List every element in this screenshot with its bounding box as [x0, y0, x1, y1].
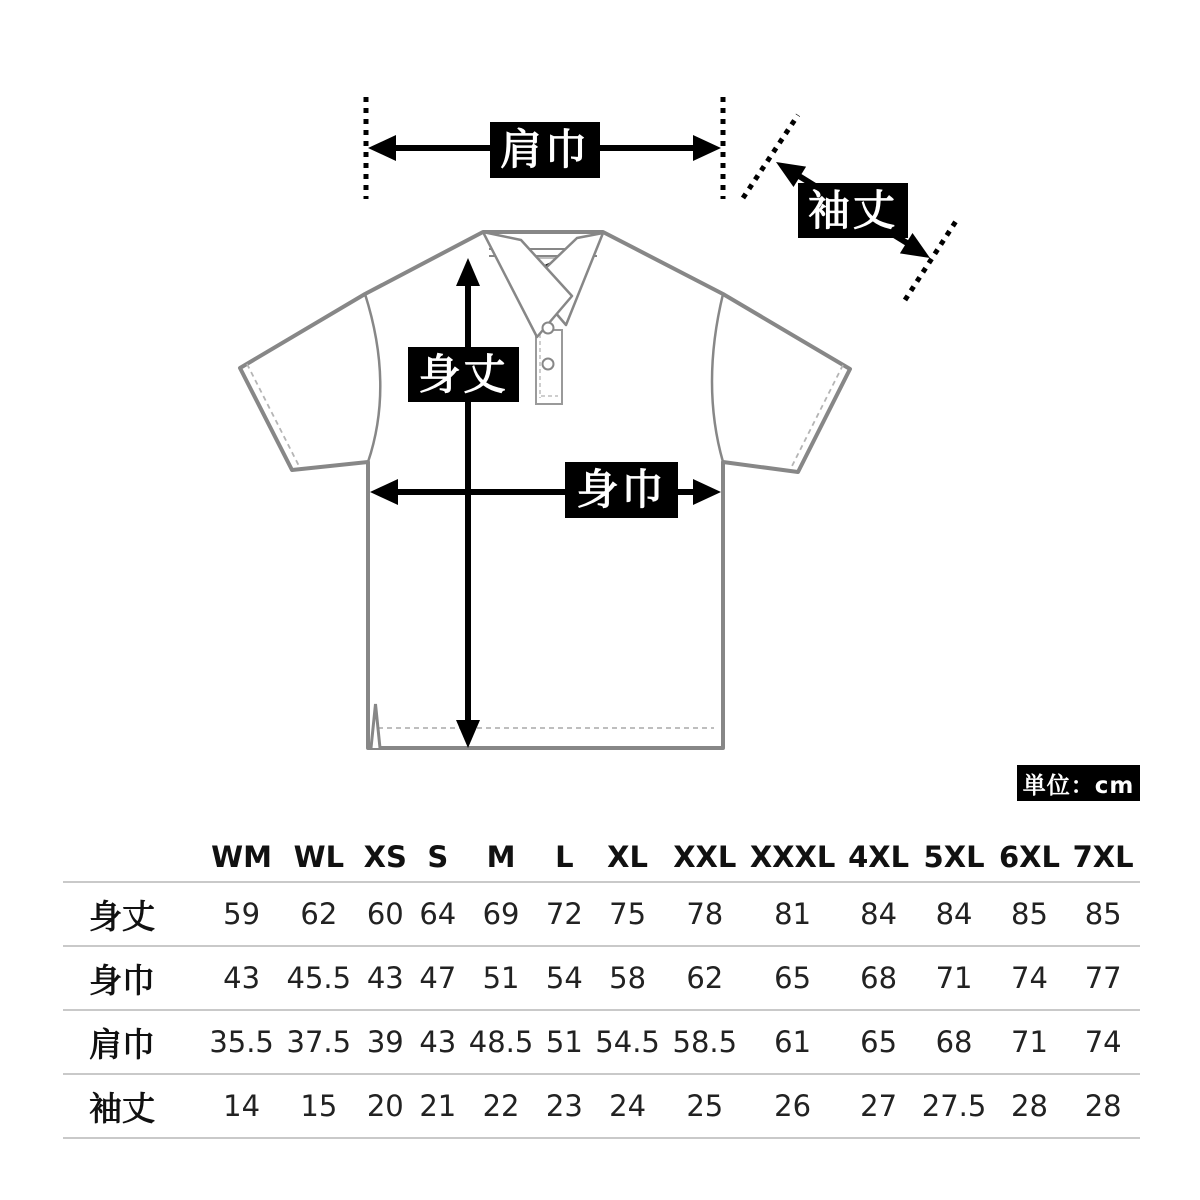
measurement-cell: 62: [666, 946, 743, 1010]
table-row-body-width: [63, 946, 1140, 1010]
measurement-cell: 59: [203, 882, 280, 946]
measurement-cell: 81: [743, 882, 841, 946]
row-label-cell: 袖丈: [63, 1074, 203, 1138]
measurement-cell: 65: [842, 1010, 916, 1074]
size-header-cell: WL: [280, 833, 357, 882]
measurement-cell: 65: [743, 946, 841, 1010]
measurement-cell: 72: [540, 882, 589, 946]
measurement-cell: 43: [203, 946, 280, 1010]
measurement-cell: 74: [993, 946, 1067, 1010]
shoulder-width-arrowhead-left: [368, 135, 396, 161]
size-header-cell: M: [462, 833, 539, 882]
measurement-cell: 26: [743, 1074, 841, 1138]
measurement-cell: 37.5: [280, 1010, 357, 1074]
sleeve-length-dotted-line-upper: [743, 115, 798, 198]
measurement-cell: 45.5: [280, 946, 357, 1010]
size-header-cell: 5XL: [915, 833, 992, 882]
measurement-cell: 64: [413, 882, 462, 946]
measurement-cell: 71: [915, 946, 992, 1010]
measurement-cell: 20: [357, 1074, 413, 1138]
size-header-cell: XXXL: [743, 833, 841, 882]
row-label-cell: 身巾: [63, 946, 203, 1010]
row-label-cell: 肩巾: [63, 1010, 203, 1074]
measurement-cell: 35.5: [203, 1010, 280, 1074]
size-header-cell: XL: [589, 833, 666, 882]
measurement-cell: 58: [589, 946, 666, 1010]
measurement-cell: 78: [666, 882, 743, 946]
size-header-cell: L: [540, 833, 589, 882]
table-row-body-length: [63, 882, 1140, 946]
measurement-cell: 74: [1066, 1010, 1140, 1074]
measurement-cell: 27.5: [915, 1074, 992, 1138]
measurement-cell: 43: [357, 946, 413, 1010]
measurement-cell: 54.5: [589, 1010, 666, 1074]
measurement-cell: 85: [1066, 882, 1140, 946]
measurement-cell: 77: [1066, 946, 1140, 1010]
sleeve-length-label: 袖丈: [798, 183, 908, 238]
measurement-cell: 25: [666, 1074, 743, 1138]
size-header-cell: XS: [357, 833, 413, 882]
measurement-cell: 15: [280, 1074, 357, 1138]
measurement-cell: 58.5: [666, 1010, 743, 1074]
size-chart-table: [63, 833, 1140, 1139]
measurement-cell: 28: [993, 1074, 1067, 1138]
size-header-cell: XXL: [666, 833, 743, 882]
measurement-cell: 54: [540, 946, 589, 1010]
measurement-cell: 24: [589, 1074, 666, 1138]
measurement-cell: 39: [357, 1010, 413, 1074]
body-width-label: 身巾: [565, 462, 678, 518]
shoulder-width-arrowhead-right: [693, 135, 721, 161]
measurement-cell: 75: [589, 882, 666, 946]
measurement-cell: 85: [993, 882, 1067, 946]
measurement-cell: 68: [842, 946, 916, 1010]
measurement-cell: 48.5: [462, 1010, 539, 1074]
size-header-cell: S: [413, 833, 462, 882]
size-header-cell: 7XL: [1066, 833, 1140, 882]
second-button: [543, 359, 554, 370]
measurement-cell: 22: [462, 1074, 539, 1138]
size-header-row: [63, 833, 1140, 882]
measurement-cell: 27: [842, 1074, 916, 1138]
measurement-cell: 60: [357, 882, 413, 946]
measurement-cell: 69: [462, 882, 539, 946]
measurement-cell: 84: [915, 882, 992, 946]
measurement-cell: 62: [280, 882, 357, 946]
top-button: [543, 323, 554, 334]
unit-badge: 単位：cm: [1017, 765, 1140, 801]
size-header-cell: 4XL: [842, 833, 916, 882]
table-row-shoulder-width: [63, 1010, 1140, 1074]
measurement-cell: 43: [413, 1010, 462, 1074]
measurement-cell: 47: [413, 946, 462, 1010]
measurement-cell: 23: [540, 1074, 589, 1138]
measurement-cell: 51: [462, 946, 539, 1010]
size-header-cell: WM: [203, 833, 280, 882]
measurement-cell: 21: [413, 1074, 462, 1138]
shoulder-width-label: 肩巾: [490, 122, 600, 178]
measurement-cell: 61: [743, 1010, 841, 1074]
measurement-cell: 84: [842, 882, 916, 946]
body-length-label: 身丈: [408, 347, 519, 402]
size-table-container: [63, 833, 1140, 1139]
measurement-cell: 71: [993, 1010, 1067, 1074]
measurement-cell: 51: [540, 1010, 589, 1074]
measurement-cell: 28: [1066, 1074, 1140, 1138]
measurement-cell: 68: [915, 1010, 992, 1074]
sleeve-length-dotted-line-lower: [905, 218, 958, 300]
table-row-sleeve-length: [63, 1074, 1140, 1138]
row-label-cell: 身丈: [63, 882, 203, 946]
size-header-cell: 6XL: [993, 833, 1067, 882]
measurement-cell: 14: [203, 1074, 280, 1138]
corner-cell: [63, 833, 203, 882]
